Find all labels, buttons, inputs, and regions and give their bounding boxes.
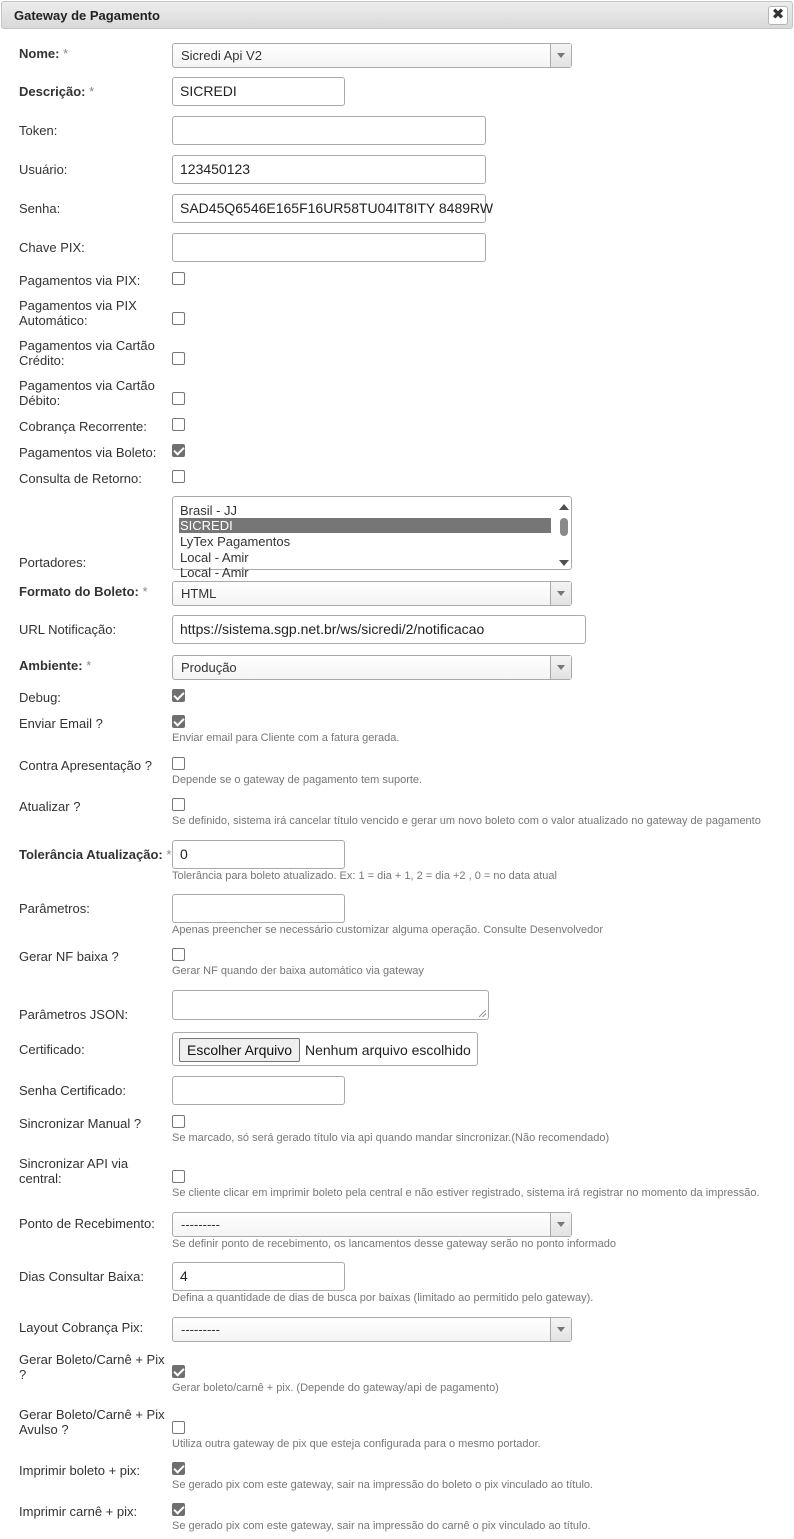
descricao-label: Descrição: * [19,84,95,99]
layout-cobranca-pix-label: Layout Cobrança Pix: [19,1320,144,1335]
scroll-down-icon[interactable] [559,560,569,566]
gerar-boleto-carne-pix-checkbox[interactable] [172,1365,185,1378]
gerar-boleto-carne-pix-avulso-checkbox[interactable] [172,1421,185,1434]
descricao-input[interactable]: SICREDI [172,77,345,106]
sincronizar-api-central-label: Sincronizar API via central: [19,1156,129,1186]
chevron-down-icon [550,1318,571,1341]
token-input[interactable] [172,116,486,145]
sincronizar-manual-help: Se marcado, só será gerado título via api quando mandar sincronizar.(Não recomendado) [172,1132,610,1144]
gerar-nf-baixa-label: Gerar NF baixa ? [19,949,119,964]
dialog-titlebar[interactable] [1,1,793,29]
enviar-email-label: Enviar Email ? [19,716,103,731]
close-icon[interactable]: ✖ [768,6,788,25]
sincronizar-manual-checkbox[interactable] [172,1115,185,1128]
pag-pix-checkbox[interactable] [172,272,185,285]
choose-file-button[interactable]: Escolher Arquivo [179,1038,300,1062]
nome-label: Nome: * [19,46,69,61]
imprimir-carne-pix-help: Se gerado pix com este gateway, sair na impressão do carnê o pix vinculado ao título. [172,1520,591,1532]
senha-certificado-label: Senha Certificado: [19,1083,126,1098]
chevron-down-icon [550,582,571,605]
parametros-label: Parâmetros: [19,901,90,916]
pag-cartao-credito-checkbox[interactable] [172,352,185,365]
cobranca-recorrente-checkbox[interactable] [172,418,185,431]
cobranca-recorrente-label: Cobrança Recorrente: [19,419,147,434]
gerar-nf-baixa-help: Gerar NF quando der baixa automático via gateway [172,965,424,977]
url-notificacao-label: URL Notificação: [19,622,117,637]
scroll-up-icon[interactable] [559,504,569,510]
ponto-recebimento-value: --------- [181,1217,220,1232]
layout-cobranca-pix-select[interactable] [172,1317,572,1342]
gerar-boleto-carne-pix-help: Gerar boleto/carnê + pix. (Depende do gateway/api de pagamento) [172,1382,499,1394]
formato-boleto-value: HTML [181,586,217,601]
sincronizar-api-central-checkbox[interactable] [172,1170,185,1183]
portadores-listbox[interactable] [172,496,572,580]
imprimir-carne-pix-label: Imprimir carnê + pix: [19,1504,138,1519]
enviar-email-help: Enviar email para Cliente com a fatura gerada. [172,732,400,744]
pag-boleto-checkbox[interactable] [172,444,185,457]
certificado-file-input[interactable] [172,1032,478,1066]
parametros-json-label: Parâmetros JSON: [19,1007,129,1022]
tolerancia-label: Tolerância Atualização: * [19,847,172,862]
pag-pix-auto-label: Pagamentos via PIX Automático: [19,298,137,328]
enviar-email-checkbox[interactable] [172,715,185,728]
dias-consultar-baixa-input[interactable]: 4 [172,1262,345,1291]
layout-cobranca-pix-value: --------- [181,1322,220,1337]
scroll-thumb[interactable] [560,518,568,536]
usuario-label: Usuário: [19,162,68,177]
sincronizar-api-central-help: Se cliente clicar em imprimir boleto pela central e não estiver registrado, sistema irá registrar no momento da impressão. [172,1187,760,1199]
ponto-recebimento-help: Se definir ponto de recebimento, os lancamentos desse gateway serão no ponto informado [172,1238,616,1250]
consulta-retorno-checkbox[interactable] [172,470,185,483]
formato-boleto-label: Formato do Boleto: * [19,584,148,599]
pag-cartao-debito-label: Pagamentos via Cartão Débito: [19,378,155,408]
imprimir-carne-pix-checkbox[interactable] [172,1503,185,1516]
tolerancia-help: Tolerância para boleto atualizado. Ex: 1 = dia + 1, 2 = dia +2 , 0 = no data atual [172,870,557,882]
senha-label: Senha: [19,201,61,216]
url-notificacao-input[interactable]: https://sistema.sgp.net.br/ws/sicredi/2/notificacao [172,615,586,644]
portadores-scrollbar[interactable] [559,501,569,567]
chevron-down-icon [550,656,571,679]
debug-label: Debug: [19,690,61,705]
senha-certificado-input[interactable] [172,1076,345,1105]
debug-checkbox[interactable] [172,689,185,702]
atualizar-label: Atualizar ? [19,799,81,814]
portador-option[interactable]: Brasil - JJ [180,503,238,518]
dias-consultar-baixa-label: Dias Consultar Baixa: [19,1269,144,1284]
portador-option[interactable]: Local - Amir [180,550,249,565]
ambiente-label: Ambiente: * [19,658,92,673]
portador-option-selected[interactable]: SICREDI [179,518,551,533]
gerar-nf-baixa-checkbox[interactable] [172,948,185,961]
ambiente-select[interactable] [172,655,572,680]
parametros-input[interactable] [172,894,345,923]
file-status: Nenhum arquivo escolhido [305,1042,471,1058]
imprimir-boleto-pix-checkbox[interactable] [172,1462,185,1475]
gerar-boleto-carne-pix-avulso-help: Utiliza outra gateway de pix que esteja configurada para o mesmo portador. [172,1438,541,1450]
resize-grip-icon[interactable] [479,1010,486,1017]
chave-pix-label: Chave PIX: [19,240,85,255]
ambiente-value: Produção [181,660,237,675]
ponto-recebimento-label: Ponto de Recebimento: [19,1216,155,1231]
chave-pix-input[interactable] [172,233,486,262]
senha-input[interactable]: SAD45Q6546E165F16UR58TU04IT8ITY 8489RW [172,194,486,223]
atualizar-checkbox[interactable] [172,798,185,811]
pag-boleto-label: Pagamentos via Boleto: [19,445,157,460]
atualizar-help: Se definido, sistema irá cancelar título vencido e gerar um novo boleto com o valor atualizado no gateway de pagamento [172,815,761,827]
contra-apresentacao-label: Contra Apresentação ? [19,758,152,773]
portador-option[interactable]: Local - Amir [180,565,249,580]
dialog-title: Gateway de Pagamento [14,8,160,23]
parametros-json-textarea[interactable] [172,990,489,1020]
contra-apresentacao-help: Depende se o gateway de pagamento tem suporte. [172,774,423,786]
pag-pix-auto-checkbox[interactable] [172,312,185,325]
certificado-label: Certificado: [19,1042,85,1057]
pag-pix-label: Pagamentos via PIX: [19,273,141,288]
formato-boleto-select[interactable] [172,581,572,606]
sincronizar-manual-label: Sincronizar Manual ? [19,1116,142,1131]
pag-cartao-debito-checkbox[interactable] [172,392,185,405]
consulta-retorno-label: Consulta de Retorno: [19,471,142,486]
portadores-label: Portadores: [19,555,87,570]
gerar-boleto-carne-pix-label: Gerar Boleto/Carnê + Pix ? [19,1352,165,1382]
pag-cartao-credito-label: Pagamentos via Cartão Crédito: [19,338,155,368]
token-label: Token: [19,123,58,138]
gerar-boleto-carne-pix-avulso-label: Gerar Boleto/Carnê + Pix Avulso ? [19,1407,165,1437]
portador-option[interactable]: LyTex Pagamentos [180,534,291,549]
imprimir-boleto-pix-label: Imprimir boleto + pix: [19,1463,141,1478]
parametros-help: Apenas preencher se necessário customizar alguma operação. Consulte Desenvolvedor [172,924,604,936]
chevron-down-icon [550,1213,571,1236]
imprimir-boleto-pix-help: Se gerado pix com este gateway, sair na impressão do boleto o pix vinculado ao título. [172,1479,594,1491]
usuario-input[interactable]: 123450123 [172,155,486,184]
nome-select-value: Sicredi Api V2 [181,48,262,63]
ponto-recebimento-select[interactable] [172,1212,572,1237]
tolerancia-input[interactable]: 0 [172,840,345,869]
chevron-down-icon [550,44,571,67]
contra-apresentacao-checkbox[interactable] [172,757,185,770]
nome-select[interactable] [172,43,572,68]
dias-consultar-baixa-help: Defina a quantidade de dias de busca por baixas (limitado ao permitido pelo gateway). [172,1292,594,1304]
